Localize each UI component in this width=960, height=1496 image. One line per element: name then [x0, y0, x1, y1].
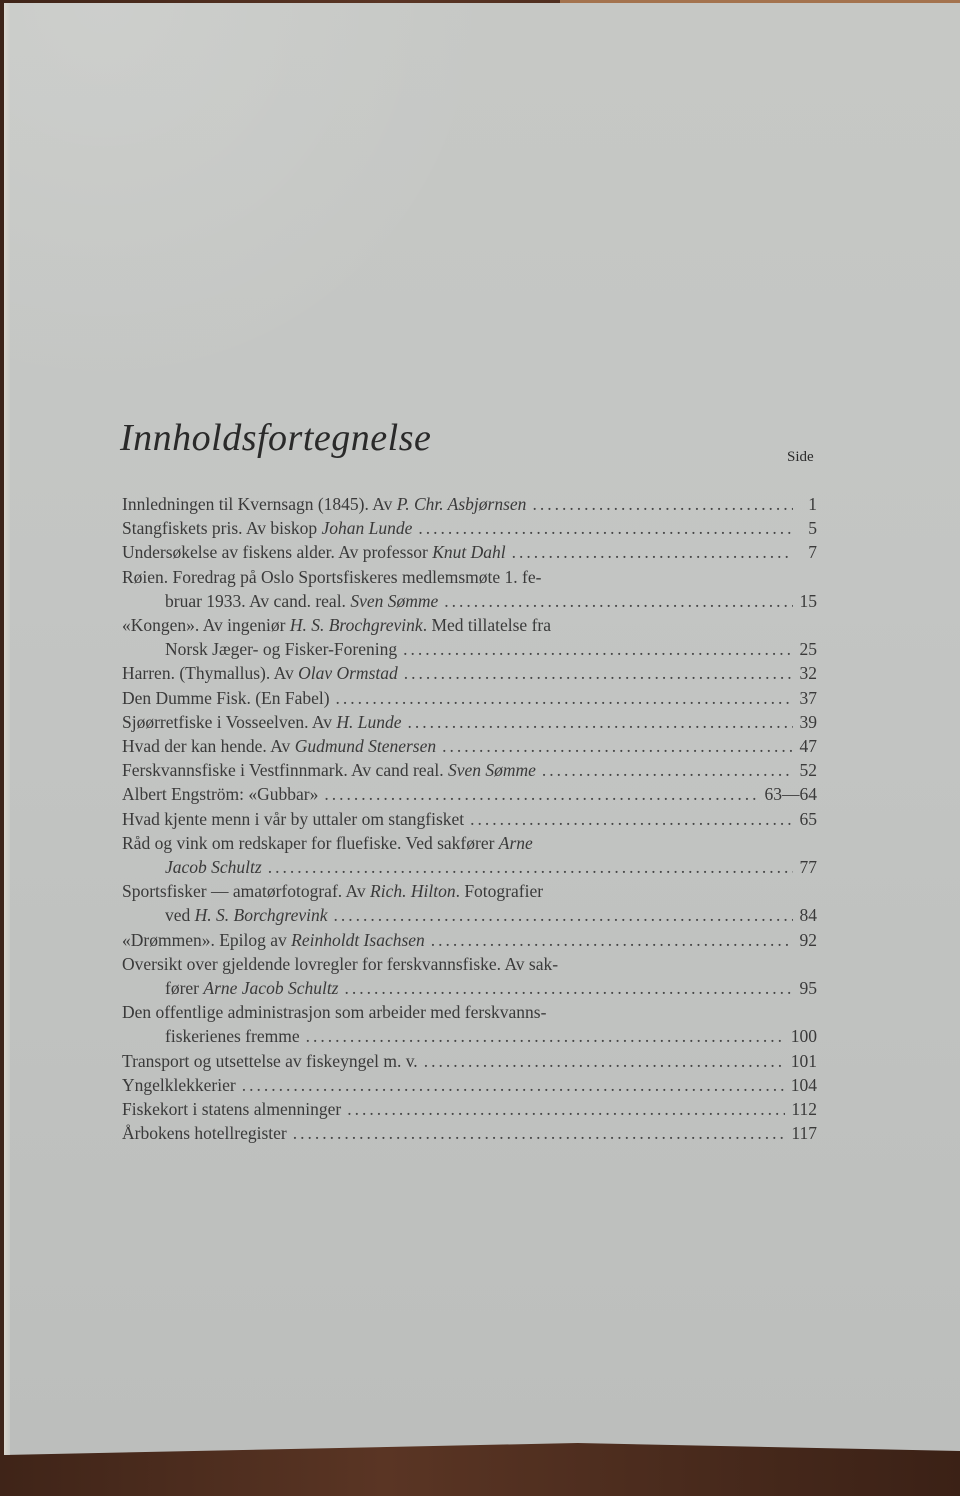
toc-line — [122, 1049, 817, 1073]
entry-text: ved — [165, 905, 195, 926]
toc-entry — [122, 492, 817, 516]
toc-line — [122, 565, 817, 589]
toc-entry — [122, 807, 817, 831]
toc-line — [122, 734, 817, 758]
entry-author: Sven Sømme — [447, 760, 536, 781]
entry-title — [165, 637, 397, 661]
entry-author: Reinholdt Isachsen — [291, 929, 425, 950]
page-number: 25 — [799, 639, 817, 660]
entry-title — [122, 879, 543, 903]
entry-author: Olav Ormstad — [298, 663, 398, 684]
entry-text: Transport og utsettelse av fiskeyngel m. v. — [122, 1050, 418, 1071]
entry-author: Rich. Hilton — [370, 881, 456, 902]
entry-text: Harren. (Thymallus). Av — [122, 663, 299, 684]
dot-leader — [424, 1049, 785, 1073]
entry-title — [122, 516, 412, 540]
entry-text: fører — [165, 978, 204, 999]
entry-text: «Kongen». Av ingeniør — [122, 615, 290, 636]
page-number: 7 — [808, 542, 817, 563]
entry-text: Sjøørretfiske i Vosseelven. Av — [122, 711, 337, 732]
page-number: 117 — [791, 1123, 817, 1144]
toc-entry — [122, 661, 817, 685]
page-number: 104 — [790, 1074, 817, 1095]
toc-line — [122, 855, 817, 879]
entry-text: Røien. Foredrag på Oslo Sportsfiskeres medlemsmøte 1. fe- — [122, 566, 542, 587]
toc-line — [122, 661, 817, 685]
toc-entry — [122, 686, 817, 710]
dot-leader — [268, 855, 793, 879]
entry-author: Gudmund Stenersen — [294, 736, 437, 757]
entry-title — [122, 540, 506, 564]
page-number: 101 — [790, 1050, 817, 1071]
dot-leader — [242, 1073, 785, 1097]
entry-text: Albert Engström: «Gubbar» — [122, 784, 319, 805]
toc-line — [122, 879, 817, 903]
toc-line — [122, 782, 817, 806]
toc-entry — [122, 879, 817, 927]
entry-text: Fiskekort i statens almenninger — [122, 1099, 342, 1120]
entry-text: Norsk Jæger- og Fisker-Forening — [165, 639, 398, 660]
dot-leader — [404, 661, 793, 685]
dot-leader — [306, 1024, 785, 1048]
entry-author: Jacob Schultz — [165, 857, 262, 878]
entry-author: P. Chr. Asbjørnsen — [396, 494, 527, 514]
entry-author: H. S. Borchgrevink — [194, 905, 328, 926]
page-number: 65 — [799, 808, 817, 829]
entry-author: Johan Lunde — [321, 518, 413, 539]
entry-title — [122, 710, 402, 734]
dot-leader — [431, 928, 793, 952]
page-number: 5 — [808, 518, 817, 539]
dot-leader — [293, 1121, 786, 1145]
toc-entry — [122, 565, 817, 613]
toc-entry — [122, 1097, 817, 1121]
toc-line — [122, 903, 817, 927]
dot-leader — [442, 734, 793, 758]
entry-text: Sportsfisker — amatørfotograf. Av — [122, 881, 371, 902]
toc-line — [122, 1097, 817, 1121]
entry-text: fiskerienes fremme — [165, 1026, 300, 1047]
dot-leader — [336, 686, 793, 710]
entry-title — [165, 976, 339, 1000]
entry-title — [165, 589, 438, 613]
entry-title — [122, 661, 398, 685]
entry-title — [122, 1049, 418, 1073]
toc-entry — [122, 831, 817, 879]
dot-leader — [532, 492, 793, 516]
toc-entry — [122, 782, 817, 806]
entry-text: Undersøkelse av fiskens alder. Av professor — [122, 542, 433, 563]
page-number: 100 — [790, 1026, 817, 1047]
toc-line — [122, 540, 817, 564]
page-number: 112 — [791, 1099, 817, 1120]
entry-title — [122, 686, 330, 710]
toc-line — [122, 686, 817, 710]
entry-author: Arne — [498, 832, 533, 853]
toc-line — [122, 710, 817, 734]
entry-text: bruar 1933. Av cand. real. — [165, 590, 351, 611]
entry-title — [122, 565, 541, 589]
toc-line — [122, 492, 817, 516]
dot-leader — [403, 637, 793, 661]
entry-author: H. Lunde — [336, 711, 402, 732]
page-column-header: Side — [787, 449, 814, 465]
entry-text: Stangfiskets pris. Av biskop — [122, 518, 322, 539]
entry-title — [122, 831, 533, 855]
table-of-contents — [122, 492, 817, 1145]
entry-text: Yngelklekkerier — [122, 1074, 236, 1095]
entry-title — [122, 952, 558, 976]
dot-leader — [324, 782, 758, 806]
dot-leader — [418, 516, 793, 540]
page-number: 52 — [799, 760, 817, 781]
entry-title — [122, 492, 526, 516]
toc-line — [122, 1024, 817, 1048]
entry-author: Sven Sømme — [350, 590, 439, 611]
dot-leader — [345, 976, 794, 1000]
toc-entry — [122, 516, 817, 540]
page-number: 84 — [799, 905, 817, 926]
page-number: 32 — [799, 663, 817, 684]
toc-line — [122, 952, 817, 976]
dot-leader — [542, 758, 793, 782]
toc-line — [122, 976, 817, 1000]
entry-author: Arne Jacob Schultz — [203, 978, 339, 999]
dot-leader — [444, 589, 793, 613]
toc-entry — [122, 928, 817, 952]
entry-text: Hvad der kan hende. Av — [122, 736, 295, 757]
entry-text: Innledningen til Kvernsagn (1845). Av — [122, 494, 397, 514]
entry-title — [122, 782, 318, 806]
page-number: 1 — [808, 494, 817, 514]
toc-line — [122, 637, 817, 661]
page-number: 39 — [799, 711, 817, 732]
entry-text-after: . Med tillatelse fra — [422, 615, 551, 636]
toc-entry — [122, 952, 817, 1000]
page-number: 47 — [799, 736, 817, 757]
light-reflection — [4, 3, 504, 403]
entry-text: Oversikt over gjeldende lovregler for ferskvannsfiske. Av sak- — [122, 953, 559, 974]
toc-line — [122, 589, 817, 613]
page-number: 77 — [799, 857, 817, 878]
entry-title — [122, 1073, 236, 1097]
entry-author: H. S. Brochgrevink — [289, 615, 423, 636]
entry-title — [165, 903, 328, 927]
page-number: 95 — [799, 978, 817, 999]
toc-line — [122, 928, 817, 952]
entry-text: Den offentlige administrasjon som arbeider med ferskvanns- — [122, 1002, 547, 1023]
entry-text: Den Dumme Fisk. (En Fabel) — [122, 687, 330, 708]
toc-entry — [122, 1121, 817, 1145]
entry-title — [122, 928, 425, 952]
page-number: 37 — [799, 687, 817, 708]
toc-line — [122, 516, 817, 540]
toc-line — [122, 831, 817, 855]
dot-leader — [347, 1097, 785, 1121]
entry-title — [122, 734, 436, 758]
dot-leader — [334, 903, 794, 927]
entry-text: Årbokens hotellregister — [122, 1123, 287, 1144]
toc-entry — [122, 1049, 817, 1073]
toc-line — [122, 613, 817, 637]
toc-entry — [122, 734, 817, 758]
toc-line — [122, 1121, 817, 1145]
toc-line — [122, 1073, 817, 1097]
entry-text: Råd og vink om redskaper for fluefiske. Ved sakfører — [122, 832, 499, 853]
page-number: 63—64 — [764, 784, 817, 805]
entry-author: Knut Dahl — [432, 542, 506, 563]
dot-leader — [512, 540, 793, 564]
entry-title — [165, 855, 262, 879]
toc-entry — [122, 710, 817, 734]
toc-line — [122, 758, 817, 782]
entry-title — [122, 1097, 341, 1121]
page-number: 92 — [799, 929, 817, 950]
toc-line — [122, 807, 817, 831]
entry-text: Ferskvannsfiske i Vestfinnmark. Av cand real. — [122, 760, 448, 781]
toc-line — [122, 1000, 817, 1024]
dot-leader — [470, 807, 793, 831]
entry-title — [122, 1121, 287, 1145]
page-number: 15 — [799, 590, 817, 611]
toc-entry — [122, 613, 817, 661]
entry-text-after: . Fotografier — [455, 881, 544, 902]
toc-entry — [122, 1073, 817, 1097]
entry-title — [122, 613, 551, 637]
entry-text: Hvad kjente menn i vår by uttaler om stangfisket — [122, 808, 465, 829]
page-title: Innholdsfortegnelse — [120, 417, 432, 459]
toc-entry — [122, 758, 817, 782]
entry-title — [122, 1000, 546, 1024]
entry-text: «Drømmen». Epilog av — [122, 929, 292, 950]
toc-entry — [122, 540, 817, 564]
entry-title — [122, 758, 536, 782]
entry-title — [165, 1024, 300, 1048]
entry-title — [122, 807, 464, 831]
toc-entry — [122, 1000, 817, 1048]
dot-leader — [408, 710, 794, 734]
